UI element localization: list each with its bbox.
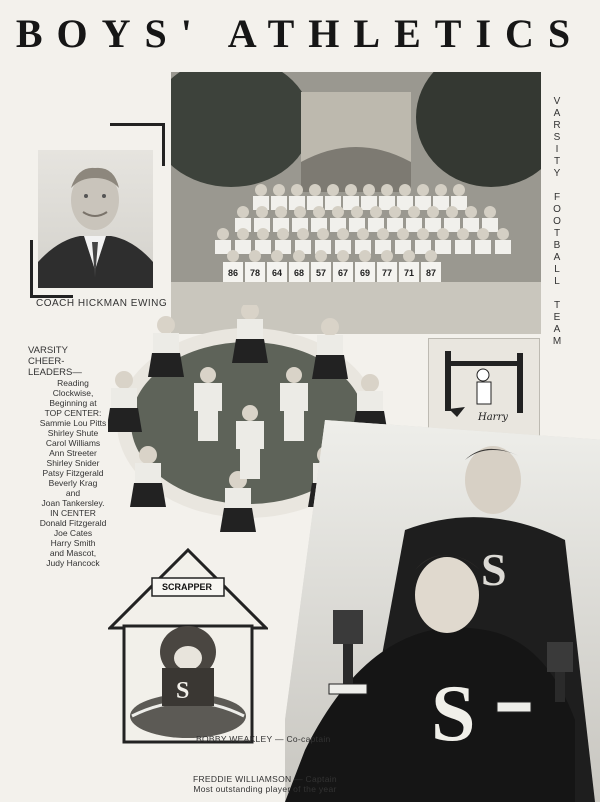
- cheerleader-name-line: Donald Fitzgerald: [39, 518, 107, 528]
- jersey-number: 68: [293, 268, 305, 278]
- jersey-number: 78: [249, 268, 261, 278]
- captains-photo: [285, 420, 600, 802]
- coach-caption: COACH HICKMAN EWING: [36, 298, 168, 309]
- cheerleader-name-line: Carol Williams: [45, 438, 101, 448]
- cheerleader-heading-line: CHEER-: [28, 356, 65, 367]
- player-head: [437, 228, 449, 240]
- cheerleader-name-line: Shirley Snider: [46, 458, 100, 468]
- player-head: [256, 206, 268, 218]
- team-label-letter: F: [553, 192, 561, 203]
- player-head: [255, 184, 267, 196]
- cheerleader-heading: [28, 345, 118, 378]
- player-head: [417, 228, 429, 240]
- jersey-number: 77: [381, 268, 393, 278]
- jersey-number: 87: [425, 268, 437, 278]
- player-head: [457, 228, 469, 240]
- front-player-head: [359, 250, 371, 262]
- cheerleader-name-line: and Mascot,: [49, 548, 97, 558]
- williamson-caption-line-2: Most outstanding player of the year: [193, 784, 337, 794]
- player-head: [294, 206, 306, 218]
- team-label-letter: L: [554, 264, 560, 275]
- team-label-letter: L: [554, 276, 560, 287]
- team-label-letter: Y: [553, 168, 561, 179]
- harry-signature: Harry: [478, 412, 508, 423]
- front-player-head: [227, 250, 239, 262]
- team-label-letter: A: [553, 108, 561, 119]
- cheerleader-name-line: Clockwise,: [52, 388, 94, 398]
- player-head: [237, 228, 249, 240]
- williamson-caption-line-1: FREDDIE WILLIAMSON — Captain: [193, 774, 337, 784]
- player-jersey: [235, 240, 251, 254]
- front-player-head: [381, 250, 393, 262]
- cheerleader-name-line: Beginning at: [49, 398, 97, 408]
- player-head: [497, 228, 509, 240]
- player-jersey: [495, 240, 511, 254]
- team-label-letter: S: [553, 132, 561, 143]
- cheerleader-name-line: Beverly Krag: [48, 478, 98, 488]
- player-head: [337, 228, 349, 240]
- player-jersey: [215, 240, 231, 254]
- cheerleader-heading-line: VARSITY: [28, 345, 68, 356]
- cheerleader-name-line: Patsy Fitzgerald: [42, 468, 104, 478]
- jersey-number: 64: [271, 268, 283, 278]
- player-head: [275, 206, 287, 218]
- player-head: [435, 184, 447, 196]
- player-head: [408, 206, 420, 218]
- cheerleader-name-line: Harry Smith: [50, 538, 96, 548]
- player-head: [217, 228, 229, 240]
- front-player-head: [403, 250, 415, 262]
- cheerleader-names: [28, 345, 118, 568]
- player-head: [377, 228, 389, 240]
- team-label-letter: B: [553, 240, 561, 251]
- player-head: [399, 184, 411, 196]
- weakley-caption: BOBBY WEAKLEY — Co-captain: [196, 734, 331, 744]
- player-head: [327, 184, 339, 196]
- front-player-head: [315, 250, 327, 262]
- jersey-number: 71: [403, 268, 415, 278]
- player-head: [427, 206, 439, 218]
- player-head: [357, 228, 369, 240]
- cheerleader-name-line: Ann Streeter: [49, 448, 97, 458]
- player-head: [389, 206, 401, 218]
- cheerleader-name-line: Joe Cates: [53, 528, 93, 538]
- player-head: [363, 184, 375, 196]
- player-head: [309, 184, 321, 196]
- cheerleader-name-line: Sammie Lou Pitts: [39, 418, 107, 428]
- team-label-letter: T: [553, 156, 561, 167]
- team-label-letter: A: [553, 324, 561, 335]
- jersey-number: 86: [227, 268, 239, 278]
- player-jersey: [435, 240, 451, 254]
- team-label-letter: O: [553, 216, 561, 227]
- player-head: [484, 206, 496, 218]
- cheerleader-name-line: Reading: [57, 378, 89, 388]
- player-head: [381, 184, 393, 196]
- player-head: [370, 206, 382, 218]
- varsity-football-team-label: [550, 96, 564, 348]
- player-head: [417, 184, 429, 196]
- letterman-s-icon: S: [431, 670, 476, 758]
- front-player-head: [293, 250, 305, 262]
- player-head: [465, 206, 477, 218]
- cheerleader-heading-line: LEADERS—: [28, 367, 82, 378]
- team-label-letter: R: [553, 120, 561, 131]
- player-head: [453, 184, 465, 196]
- team-label-letter: [550, 180, 564, 192]
- front-player-head: [249, 250, 261, 262]
- player-head: [477, 228, 489, 240]
- player-head: [313, 206, 325, 218]
- scrapper-sign: SCRAPPER: [161, 582, 212, 592]
- cheerleader-name-line: Shirley Shute: [47, 428, 99, 438]
- cheerleader-name-line: and: [65, 488, 81, 498]
- front-player-head: [271, 250, 283, 262]
- cheerleader-name-line: TOP CENTER:: [44, 408, 102, 418]
- cheerleader-name-line: Joan Tankersley.: [41, 498, 105, 508]
- front-player-head: [425, 250, 437, 262]
- team-label-letter: I: [555, 144, 559, 155]
- player-head: [317, 228, 329, 240]
- cheerleader-lines: [28, 378, 118, 568]
- player-head: [277, 228, 289, 240]
- player-head: [257, 228, 269, 240]
- player-head: [273, 184, 285, 196]
- team-label-letter: T: [553, 300, 561, 311]
- coach-portrait: [38, 150, 153, 288]
- team-label-letter: V: [553, 96, 561, 107]
- team-label-letter: T: [553, 228, 561, 239]
- jersey-number: 67: [337, 268, 349, 278]
- varsity-football-team-photo: [171, 72, 541, 334]
- page-title: BOYS' ATHLETICS: [15, 11, 585, 56]
- team-label-letter: M: [552, 336, 562, 347]
- jersey-number: 69: [359, 268, 371, 278]
- cheerleader-name-line: Judy Hancock: [46, 558, 100, 568]
- jersey-number: 57: [315, 268, 327, 278]
- front-player-head: [337, 250, 349, 262]
- player-jersey: [425, 218, 441, 232]
- cheerleader-name-line: IN CENTER: [50, 508, 96, 518]
- scrapper-doghouse: [108, 548, 268, 744]
- team-label-letter: [550, 288, 564, 300]
- player-head: [297, 228, 309, 240]
- player-head: [397, 228, 409, 240]
- player-jersey: [475, 240, 491, 254]
- williamson-caption: [193, 774, 337, 794]
- player-head: [345, 184, 357, 196]
- svg-text:S: S: [176, 678, 190, 704]
- player-head: [237, 206, 249, 218]
- player-head: [446, 206, 458, 218]
- svg-text:S: S: [481, 544, 507, 595]
- player-head: [291, 184, 303, 196]
- team-label-letter: A: [553, 252, 561, 263]
- team-label-letter: E: [553, 312, 561, 323]
- team-label-letter: O: [553, 204, 561, 215]
- player-head: [351, 206, 363, 218]
- player-head: [332, 206, 344, 218]
- player-jersey: [455, 240, 471, 254]
